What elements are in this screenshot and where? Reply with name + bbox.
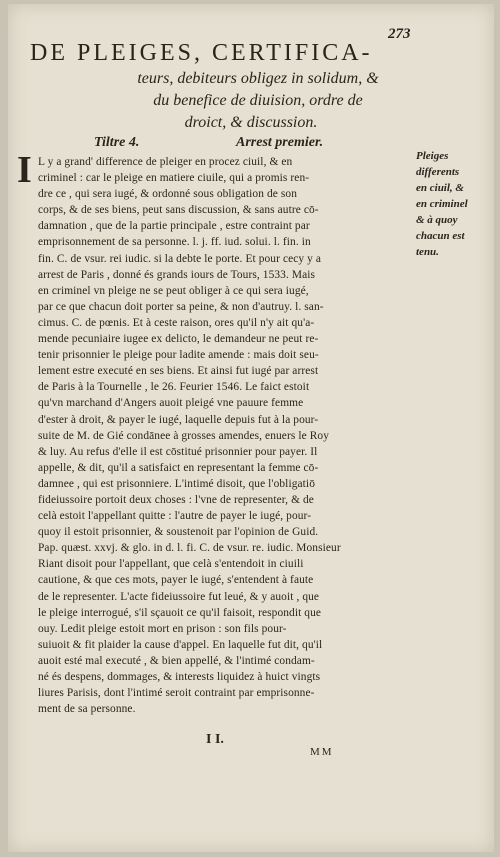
body-line: arrest de Paris , donné és grands iours de Tours, 1533. Mais xyxy=(38,268,316,281)
heading-line-3: du benefice de diuision, ordre de xyxy=(153,92,363,109)
margin-note-line: differents xyxy=(416,166,460,178)
margin-note-line: en ciuil, & xyxy=(416,182,464,194)
catchword: MM xyxy=(310,746,334,758)
heading-line-1: DE PLEIGES, CERTIFICA- xyxy=(30,40,373,66)
body-line: appelle, & dit, qu'il a satisfaict en representant la femme cō- xyxy=(38,461,319,474)
titre-label: Tiltre 4. xyxy=(94,135,140,150)
heading-line-4: droict, & discussion. xyxy=(184,114,318,131)
body-line: lement estre executé en ses biens. Et ainsi fut iugé par arrest xyxy=(38,365,319,378)
body-line: ouy. Ledit pleige estoit mort en prison : son fils pour- xyxy=(38,622,287,635)
body-line: de le representer. L'acte fideiussoire fut leué, & y auoit , que xyxy=(38,590,320,603)
body-line: tenir prisonnier le pleige pour ladite amende : mais doit seu- xyxy=(38,349,319,362)
margin-note-line: en criminel xyxy=(416,198,468,210)
body-line: quoy il estoit prisonnier, & soustenoit par l'opinion de Guid. xyxy=(38,526,319,539)
body-line: suite de M. de Gié condānee à grosses amendes, enuers le Roy xyxy=(38,429,329,442)
body-line: ment de sa personne. xyxy=(38,703,136,716)
margin-note-line: & à quoy xyxy=(416,214,458,226)
body-line: mende pecuniaire iugee ex delicto, le demandeur ne peut re- xyxy=(38,333,319,346)
body-line: Pap. quæst. xxvj. & glo. in d. l. fi. C. de vsur. re. iudic. Monsieur xyxy=(38,542,341,555)
book-page xyxy=(8,4,494,852)
body-text xyxy=(17,149,413,717)
body-line: liures Parisis, dont l'intimé seroit contraint par emprisonne- xyxy=(38,687,315,700)
body-line: par ce que chacun doit porter sa peine, & non d'autruy. l. san- xyxy=(38,300,324,313)
body-line: auoit esté mal executé , & bien appellé, & l'intimé condam- xyxy=(38,654,315,667)
heading-line-2: teurs, debiteurs obligez in solidum, & xyxy=(137,70,379,87)
body-line: celà estoit l'appellant quitte : l'autre de payer le iugé, pour- xyxy=(38,510,312,523)
page-number: 273 xyxy=(388,26,411,42)
body-line: en criminel vn pleige ne se peut obliger à ce qui sera iugé, xyxy=(38,284,309,297)
body-line: d'ester à droit, & payer le iugé, laquelle depuis fut à la pour- xyxy=(38,413,319,426)
margin-note-line: chacun est xyxy=(416,230,465,242)
body-line: corps, & de ses biens, peut sans discussion, & sans autre cō- xyxy=(38,204,319,217)
body-line: suiuoit & fit plaider la cause d'appel. En laquelle fut dit, qu'il xyxy=(38,638,323,651)
body-line: le pleige interrogué, s'il sçauoit ce qu'il faisoit, respondit que xyxy=(38,606,322,619)
body-line: cimus. C. de pœnis. Et à ceste raison, ores qu'il n'y ait qu'a- xyxy=(38,316,315,329)
drop-cap: I xyxy=(17,149,32,191)
body-line: Riant disoit pour l'appellant, que celà s'entendoit in ciuili xyxy=(38,558,304,571)
arrest-label: Arrest premier. xyxy=(236,135,324,150)
body-line: emprisonnement de sa personne. l. j. ff. iud. solui. l. fin. in xyxy=(38,236,311,249)
margin-note xyxy=(416,148,488,260)
body-line: damnation , que de la partie principale , estre contraint par xyxy=(38,220,310,233)
body-line: criminel : car le pleige en matiere ciuile, qui a promis ren- xyxy=(38,172,310,185)
body-line: fin. C. de vsur. rei iudic. si la debte le porte. Et pour cecy y a xyxy=(38,252,322,265)
body-line: de Paris à la Tournelle , le 26. Feurier 1546. Le faict estoit xyxy=(38,381,310,394)
body-line: né és despens, dommages, & interests liquidez à huict vingts xyxy=(38,671,321,683)
signature-mark: I I. xyxy=(206,732,224,747)
body-line: L y a grand' difference de pleiger en procez ciuil, & en xyxy=(38,156,293,168)
body-line: & luy. Au refus d'elle il est cōstitué prisonnier pour payer. Il xyxy=(38,445,318,458)
margin-note-line: tenu. xyxy=(416,246,439,258)
body-line: dre ce , qui sera iugé, & ordonné sous obligation de son xyxy=(38,188,297,201)
body-line: qu'vn marchand d'Angers auoit pleigé vne pauure femme xyxy=(38,397,304,410)
body-line: damnee , qui est prisonniere. L'intimé disoit, que l'obligatiō xyxy=(38,477,315,490)
body-line: fideiussoire portoit deux choses : l'vne de representer, & de xyxy=(38,493,314,506)
margin-note-line: Pleiges xyxy=(416,150,449,162)
body-line: cautione, & que ces mots, payer le iugé, s'entendent à faute xyxy=(38,574,314,587)
